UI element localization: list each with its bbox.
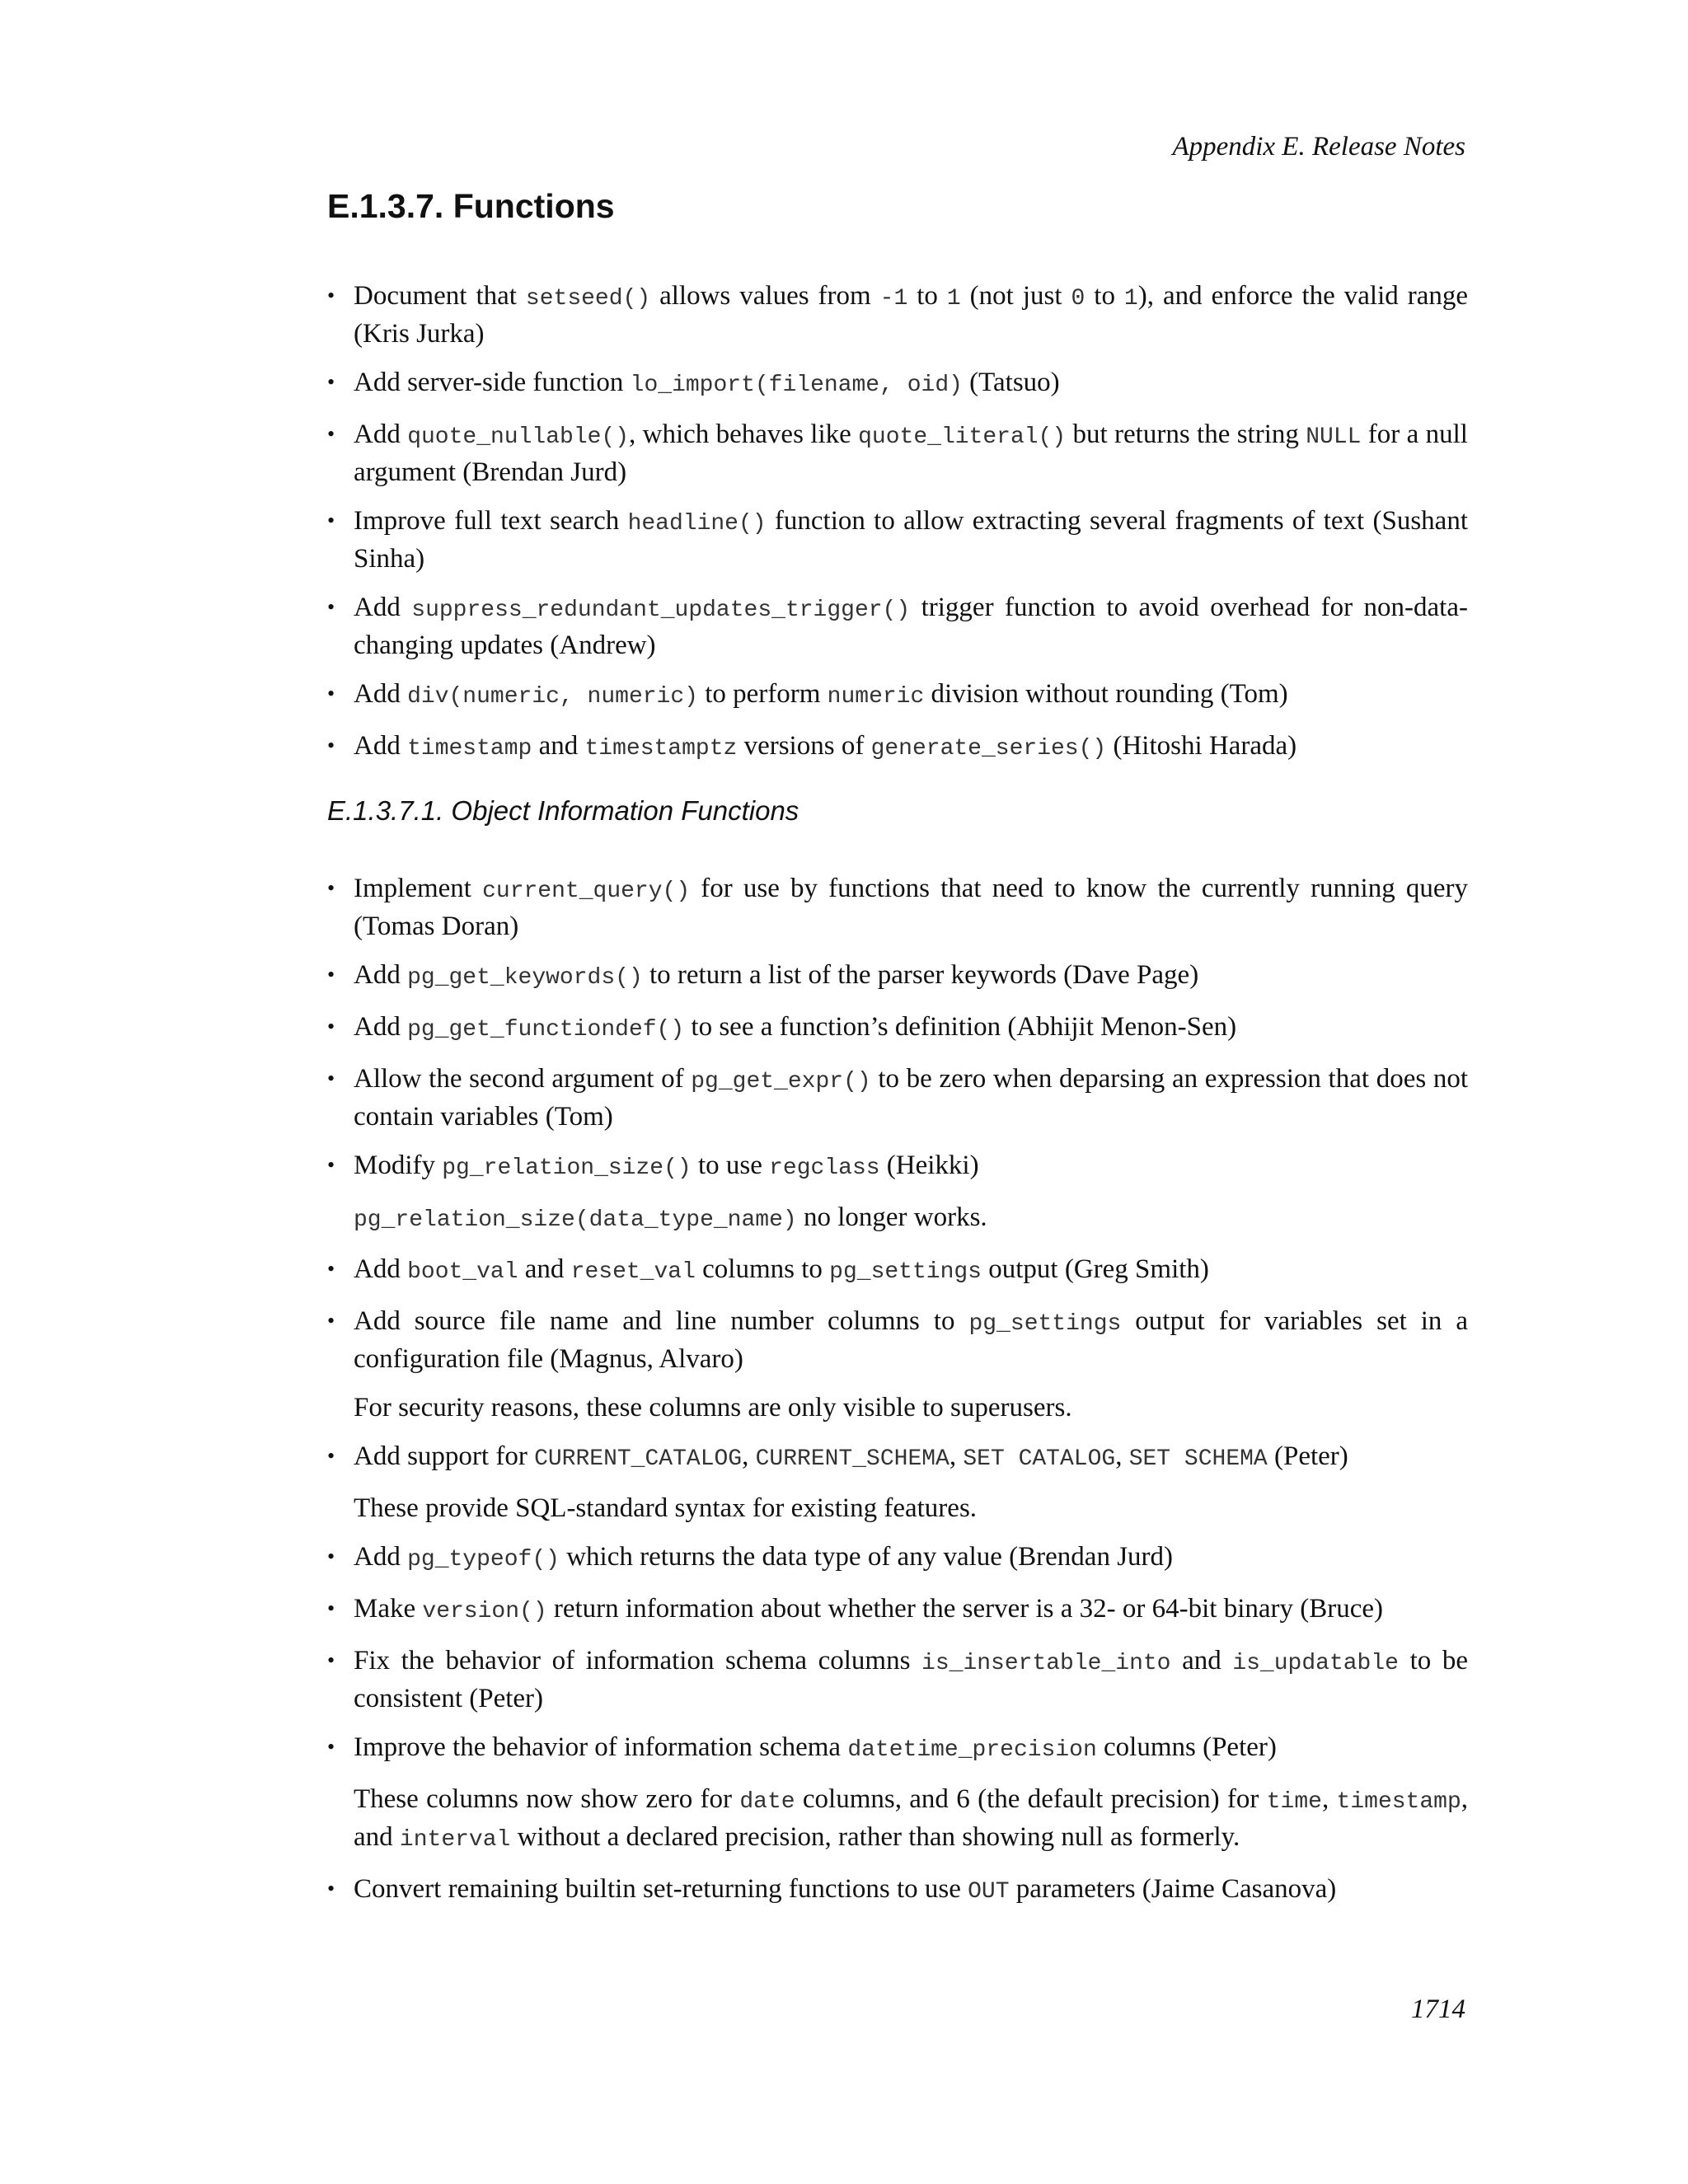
list-item	[327, 1643, 1468, 1716]
item-paragraph: Improve full text search headline() function to allow extracting several fragments of text (Sushant Sinha)	[354, 506, 1468, 574]
code-literal: time	[1266, 1789, 1322, 1815]
code-literal: headline()	[627, 511, 767, 537]
list-item	[327, 365, 1468, 403]
code-literal: pg_settings	[829, 1259, 982, 1285]
item-paragraph: Add boot_val and reset_val columns to pg_settings output (Greg Smith)	[354, 1254, 1209, 1285]
item-paragraph: Add server-side function lo_import(filename, oid) (Tatsuo)	[354, 368, 1060, 398]
code-literal: pg_relation_size()	[442, 1155, 692, 1181]
code-literal: pg_typeof()	[407, 1547, 560, 1572]
item-paragraph: Make version() return information about whether the server is a 32- or 64-bit binary (Bruce)	[354, 1594, 1384, 1624]
bullet-icon: •	[327, 963, 335, 987]
list-item	[327, 279, 1468, 351]
item-paragraph: Add timestamp and timestamptz versions of generate_series() (Hitoshi Harada)	[354, 731, 1297, 762]
bullet-icon: •	[327, 1309, 335, 1333]
item-paragraph: For security reasons, these columns are only visible to superusers.	[354, 1393, 1072, 1422]
bullet-icon: •	[327, 1444, 335, 1468]
code-literal: version()	[422, 1599, 547, 1624]
list-item	[327, 1439, 1468, 1526]
list-item	[327, 729, 1468, 766]
bullet-icon: •	[327, 595, 335, 619]
item-paragraph: Modify pg_relation_size() to use regclass (Heikki)	[354, 1151, 979, 1181]
item-paragraph: These columns now show zero for date columns, and 6 (the default precision) for time, timestamp, and interval without a declared precision, rather than showing null as formerly.	[354, 1784, 1469, 1853]
item-paragraph: Add pg_typeof() which returns the data type of any value (Brendan Jurd)	[354, 1542, 1174, 1572]
item-paragraph: These provide SQL-standard syntax for existing features.	[354, 1493, 978, 1523]
code-literal: quote_literal()	[858, 424, 1067, 450]
code-literal: pg_get_functiondef()	[407, 1017, 685, 1043]
code-literal: CURRENT_CATALOG	[534, 1446, 743, 1472]
list-item	[327, 504, 1468, 576]
object-info-functions-list	[327, 871, 1468, 1910]
bullet-icon: •	[327, 422, 335, 446]
page-number: 1714	[1411, 1994, 1465, 2024]
code-literal: timestamp	[1336, 1789, 1461, 1815]
code-literal: 0	[1071, 286, 1085, 312]
item-paragraph: Fix the behavior of information schema columns is_insertable_into and is_updatable to be consistent (Peter)	[354, 1646, 1468, 1713]
bullet-icon: •	[327, 1066, 335, 1090]
code-literal: setseed()	[525, 286, 651, 312]
item-paragraph: Allow the second argument of pg_get_expr() to be zero when deparsing an expression that does not contain variables (Tom)	[354, 1064, 1468, 1132]
bullet-icon: •	[327, 1153, 335, 1177]
bullet-icon: •	[327, 1596, 335, 1620]
item-paragraph: Add suppress_redundant_updates_trigger() trigger function to avoid overhead for non-data-changing updates (Andrew)	[354, 593, 1468, 660]
code-literal: pg_settings	[968, 1311, 1122, 1337]
bullet-icon: •	[327, 733, 335, 757]
code-literal: suppress_redundant_updates_trigger()	[411, 598, 911, 623]
item-paragraph: Convert remaining builtin set-returning functions to use OUT parameters (Jaime Casanova)	[354, 1874, 1337, 1905]
bullet-icon: •	[327, 1544, 335, 1568]
list-item	[327, 871, 1468, 944]
code-literal: pg_get_expr()	[691, 1069, 871, 1094]
code-literal: is_insertable_into	[921, 1651, 1171, 1676]
code-literal: div(numeric, numeric)	[407, 684, 698, 710]
list-item	[327, 1730, 1468, 1858]
bullet-icon: •	[327, 1015, 335, 1038]
item-paragraph: Add pg_get_functiondef() to see a function’s definition (Abhijit Menon-Sen)	[354, 1012, 1237, 1043]
code-literal: numeric	[827, 684, 925, 710]
code-literal: date	[739, 1789, 795, 1815]
code-literal: regclass	[769, 1155, 880, 1181]
code-literal: interval	[399, 1827, 511, 1853]
bullet-icon: •	[327, 876, 335, 900]
bullet-icon: •	[327, 370, 335, 394]
list-item	[327, 1062, 1468, 1134]
list-item	[327, 958, 1468, 996]
code-literal: datetime_precision	[847, 1737, 1097, 1763]
list-item	[327, 1010, 1468, 1047]
list-item	[327, 1872, 1468, 1910]
bullet-icon: •	[327, 1877, 335, 1900]
code-literal: SET CATALOG	[963, 1446, 1116, 1472]
list-item	[327, 417, 1468, 490]
code-literal: boot_val	[407, 1259, 518, 1285]
code-literal: CURRENT_SCHEMA	[755, 1446, 950, 1472]
code-literal: is_updatable	[1232, 1651, 1399, 1676]
code-literal: OUT	[968, 1879, 1010, 1905]
list-item	[327, 1540, 1468, 1577]
section-title: E.1.3.7. Functions	[327, 187, 615, 225]
code-literal: quote_nullable()	[407, 424, 630, 450]
item-paragraph: Add quote_nullable(), which behaves like quote_literal() but returns the string NULL for a null argument (Brendan Jurd)	[354, 419, 1468, 487]
list-item	[327, 1304, 1468, 1425]
list-item	[327, 1148, 1468, 1238]
item-paragraph: Add pg_get_keywords() to return a list of the parser keywords (Dave Page)	[354, 960, 1199, 991]
running-head: Appendix E. Release Notes	[1172, 132, 1465, 162]
item-paragraph: pg_relation_size(data_type_name) no longer works.	[354, 1202, 987, 1233]
item-paragraph: Add support for CURRENT_CATALOG, CURRENT_SCHEMA, SET CATALOG, SET SCHEMA (Peter)	[354, 1441, 1348, 1472]
item-paragraph: Add div(numeric, numeric) to perform numeric division without rounding (Tom)	[354, 679, 1288, 710]
list-item	[327, 590, 1468, 663]
bullet-icon: •	[327, 1648, 335, 1672]
code-literal: timestamptz	[584, 736, 738, 762]
code-literal: 1	[946, 286, 961, 312]
list-item	[327, 1591, 1468, 1629]
bullet-icon: •	[327, 1257, 335, 1281]
list-item	[327, 677, 1468, 715]
code-literal: pg_get_keywords()	[407, 965, 643, 991]
subsection-title: E.1.3.7.1. Object Information Functions	[327, 795, 799, 826]
item-paragraph: Improve the behavior of information schema datetime_precision columns (Peter)	[354, 1732, 1277, 1763]
code-literal: timestamp	[407, 736, 532, 762]
code-literal: SET SCHEMA	[1128, 1446, 1268, 1472]
code-literal: pg_relation_size(data_type_name)	[354, 1207, 797, 1233]
bullet-icon: •	[327, 509, 335, 532]
code-literal: 1	[1123, 286, 1138, 312]
code-literal: NULL	[1306, 424, 1362, 450]
code-literal: -1	[879, 286, 908, 312]
list-item	[327, 1252, 1468, 1290]
code-literal: reset_val	[570, 1259, 696, 1285]
bullet-icon: •	[327, 284, 335, 307]
bullet-icon: •	[327, 682, 335, 705]
functions-list	[327, 279, 1468, 766]
code-literal: current_query()	[482, 879, 691, 904]
item-paragraph: Implement current_query() for use by functions that need to know the currently running query (Tomas Doran)	[354, 874, 1468, 941]
item-paragraph: Document that setseed() allows values from -1 to 1 (not just 0 to 1), and enforce the valid range (Kris Jurka)	[354, 281, 1469, 349]
bullet-icon: •	[327, 1735, 335, 1759]
item-paragraph: Add source file name and line number columns to pg_settings output for variables set in a configuration file (Magnus, Alvaro)	[354, 1306, 1468, 1374]
code-literal: lo_import(filename, oid)	[630, 373, 963, 398]
code-literal: generate_series()	[870, 736, 1107, 762]
